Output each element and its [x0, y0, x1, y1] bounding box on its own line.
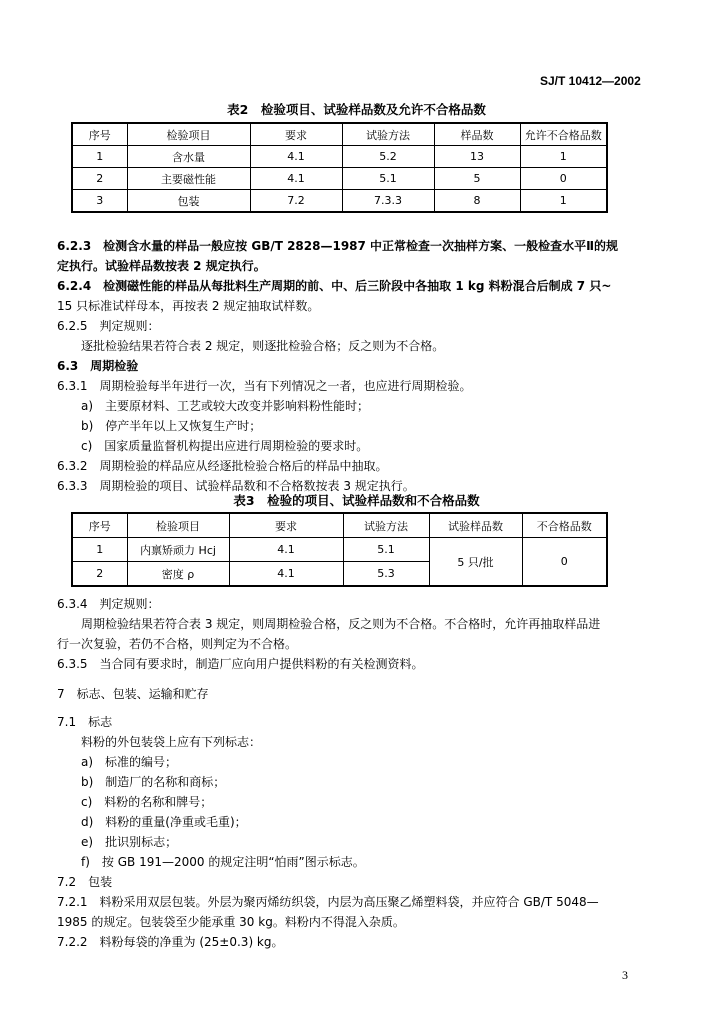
- table-cell: 5.1: [342, 168, 434, 190]
- table-cell: 3: [72, 190, 127, 213]
- clause-6-3-4-line-2: 周期检验结果若符合表 3 规定，则周期检验合格，反之则为不合格。不合格时，允许再抽取样品进: [81, 617, 601, 631]
- list-item: b) 停产半年以上又恢复生产时；: [81, 419, 262, 433]
- clause-6-2-5-heading: 6.2.5 判定规则：: [57, 319, 160, 333]
- table-header: 序号: [72, 123, 127, 146]
- table-cell: 7.3.3: [342, 190, 434, 213]
- clause-6-2-3-line-2: 定执行。试验样品数按表 2 规定执行。: [57, 259, 266, 273]
- table-header: 允许不合格品数: [520, 123, 607, 146]
- clause-6-2-5-body: 逐批检验结果若符合表 2 规定，则逐批检验合格；反之则为不合格。: [81, 339, 445, 353]
- table-cell: 1: [72, 538, 127, 562]
- table-cell: 13: [434, 146, 520, 168]
- clause-7-2-1-line-2: 1985 的规定。包装袋至少能承重 30 kg。料粉内不得混入杂质。: [57, 915, 405, 929]
- table-cell: 1: [520, 190, 607, 213]
- clause-6-3-4-line-3: 行一次复验，若仍不合格，则判定为不合格。: [57, 637, 298, 651]
- table-cell: 2: [72, 562, 127, 587]
- list-item: a) 主要原材料、工艺或较大改变并影响料粉性能时；: [81, 399, 370, 413]
- table-cell: 8: [434, 190, 520, 213]
- table-cell: 4.1: [250, 168, 342, 190]
- table-cell: 5.1: [343, 538, 429, 562]
- table-cell: 2: [72, 168, 127, 190]
- table-header: 要求: [229, 513, 343, 538]
- table-cell: 密度 ρ: [127, 562, 229, 587]
- list-item: f) 按 GB 191—2000 的规定注明“怕雨”图示标志。: [81, 855, 365, 869]
- list-item: e) 批识别标志；: [81, 835, 178, 849]
- table3-caption: 表3 检验的项目、试验样品数和不合格品数: [233, 493, 480, 508]
- table-cell: 包装: [127, 190, 250, 213]
- table-row: [72, 146, 607, 168]
- section-7-1-heading: 7.1 标志: [57, 715, 113, 729]
- table-cell: 5.3: [343, 562, 429, 587]
- table-header: 不合格品数: [522, 513, 607, 538]
- table-cell: 4.1: [229, 562, 343, 587]
- table-cell: 4.1: [229, 538, 343, 562]
- list-item: b) 制造厂的名称和商标；: [81, 775, 226, 789]
- list-item: a) 标准的编号；: [81, 755, 178, 769]
- clause-6-3-4-heading: 6.3.4 判定规则：: [57, 597, 160, 611]
- clause-6-2-4-line-1: 6.2.4 检测磁性能的样品从每批料生产周期的前、中、后三阶段中各抽取 1 kg 料粉混合后制成 7 只~: [57, 279, 612, 293]
- table2-caption: 表2 检验项目、试验样品数及允许不合格品数: [227, 102, 486, 117]
- page-number: 3: [622, 968, 628, 982]
- table-cell: 含水量: [127, 146, 250, 168]
- table-header: 检验项目: [127, 123, 250, 146]
- table-header: 检验项目: [127, 513, 229, 538]
- clause-6-2-3-line-1: 6.2.3 检测含水量的样品一般应按 GB/T 2828—1987 中正常检查一次抽样方案、一般检查水平Ⅱ的规: [57, 239, 618, 253]
- table-header: 试验方法: [342, 123, 434, 146]
- table-cell: 1: [520, 146, 607, 168]
- section-6-3-heading: 6.3 周期检验: [57, 359, 139, 373]
- table3: [71, 512, 608, 587]
- clause-7-1-intro: 料粉的外包装袋上应有下列标志：: [81, 735, 262, 749]
- clause-7-2-2: 7.2.2 料粉每袋的净重为 (25±0.3) kg。: [57, 935, 284, 949]
- clause-6-3-3: 6.3.3 周期检验的项目、试验样品数和不合格数按表 3 规定执行。: [57, 479, 415, 493]
- table-cell-merged-sample: 5 只/批: [429, 538, 522, 587]
- table-cell: 1: [72, 146, 127, 168]
- table-cell: 内禀矫顽力 Hcj: [127, 538, 229, 562]
- clause-6-3-5: 6.3.5 当合同有要求时，制造厂应向用户提供料粉的有关检测资料。: [57, 657, 424, 671]
- table-header: 要求: [250, 123, 342, 146]
- table2: [71, 122, 608, 213]
- table-header: 试验方法: [343, 513, 429, 538]
- section-7-heading: 7 标志、包装、运输和贮存: [57, 687, 209, 701]
- clause-7-2-1-line-1: 7.2.1 料粉采用双层包装。外层为聚丙烯纺织袋，内层为高压聚乙烯塑料袋，并应符合 GB/T 5048—: [57, 895, 599, 909]
- table-header: 序号: [72, 513, 127, 538]
- table-cell: 主要磁性能: [127, 168, 250, 190]
- table-cell: 7.2: [250, 190, 342, 213]
- table-header: 试验样品数: [429, 513, 522, 538]
- table-row: [72, 168, 607, 190]
- list-item: c) 国家质量监督机构提出应进行周期检验的要求时。: [81, 439, 369, 453]
- table-header: 样品数: [434, 123, 520, 146]
- table-cell: 0: [520, 168, 607, 190]
- table-cell: 5.2: [342, 146, 434, 168]
- section-7-2-heading: 7.2 包装: [57, 875, 113, 889]
- table-row: [72, 190, 607, 213]
- table-cell-merged-reject: 0: [522, 538, 607, 587]
- table2-header-row: [72, 123, 607, 146]
- list-item: c) 料粉的名称和牌号；: [81, 795, 213, 809]
- table-cell: 5: [434, 168, 520, 190]
- clause-6-3-2: 6.3.2 周期检验的样品应从经逐批检验合格后的样品中抽取。: [57, 459, 388, 473]
- clause-6-2-4-line-2: 15 只标准试样母本，再按表 2 规定抽取试样数。: [57, 299, 320, 313]
- table-cell: 4.1: [250, 146, 342, 168]
- clause-6-3-1: 6.3.1 周期检验每半年进行一次，当有下列情况之一者，也应进行周期检验。: [57, 379, 472, 393]
- table3-header-row: [72, 513, 607, 538]
- list-item: d) 料粉的重量(净重或毛重)；: [81, 815, 247, 829]
- table-row: [72, 538, 607, 562]
- document-id: SJ/T 10412—2002: [540, 74, 641, 88]
